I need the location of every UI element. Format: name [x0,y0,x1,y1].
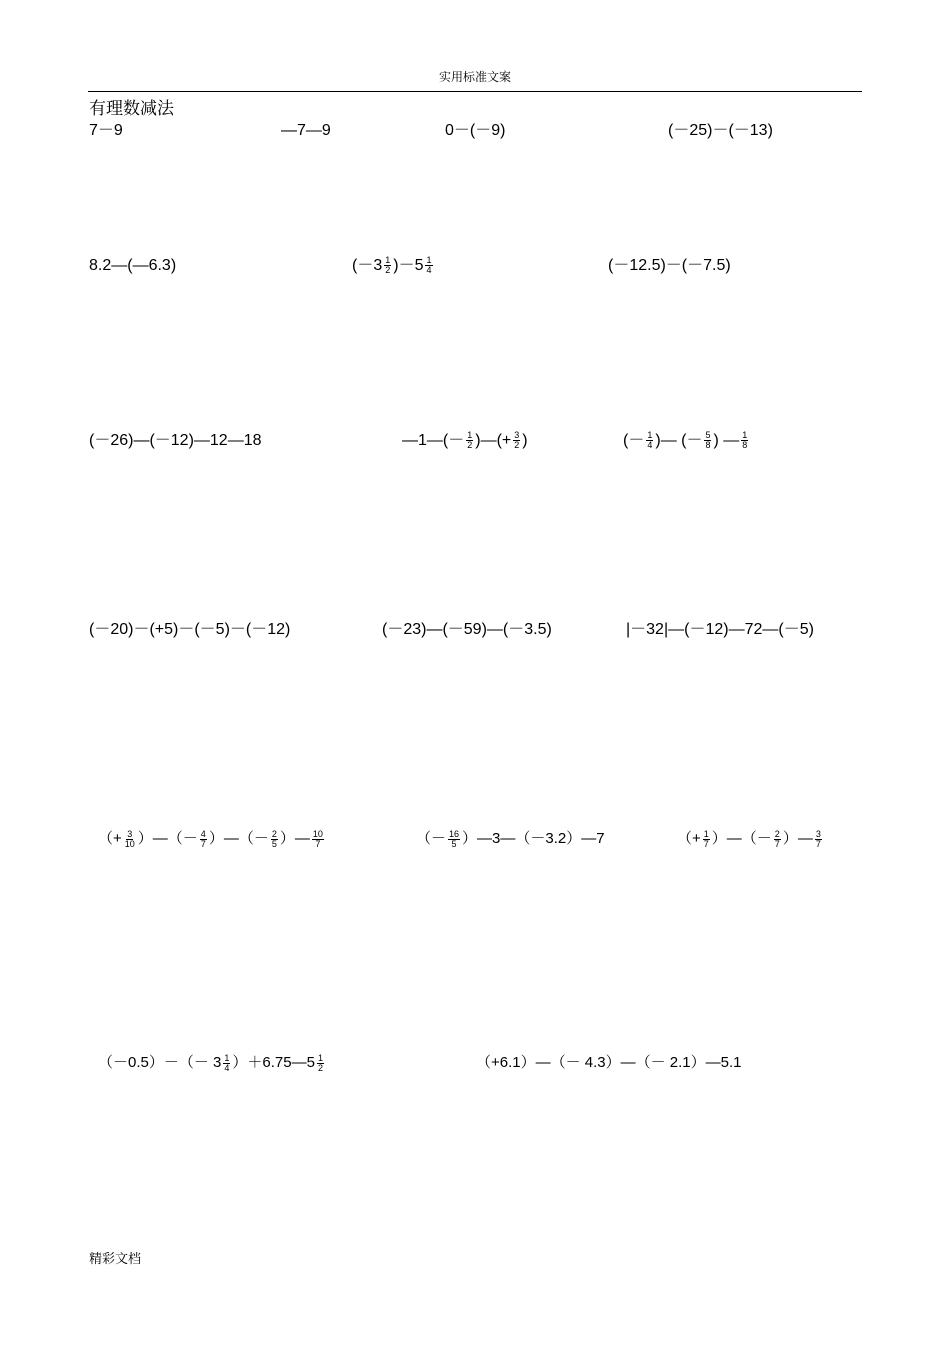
fraction-denominator: 4 [224,1062,230,1073]
fraction-denominator: 2 [467,440,473,451]
exercise [476,1053,742,1073]
expression-text: (－3 [352,257,383,274]
fraction-numerator: 1 [224,1052,230,1063]
exercise [677,829,824,849]
fraction-denominator: 2 [514,440,520,451]
expression-text: ）— [782,830,813,847]
expression-text: ）—3—（－3.2）—7 [462,830,605,847]
exercise [668,121,773,141]
fraction [312,830,324,849]
fraction-numerator: 1 [703,828,709,839]
page-footer: 精彩文档 [89,1252,142,1267]
fraction-numerator: 1 [317,1052,323,1063]
expression-text: ）— [279,830,310,847]
expression-text: ）—（－ [208,830,269,847]
fraction [317,1054,324,1073]
fraction-numerator: 2 [774,828,780,839]
expression-text: （+ [677,830,701,847]
fraction-denominator: 8 [705,440,711,451]
exercise [98,829,326,849]
expression-text: )－5 [393,257,424,274]
fraction-numerator: 3 [815,828,821,839]
fraction [200,830,207,849]
fraction-numerator: 1 [647,430,653,441]
fraction-denominator: 7 [200,838,206,849]
fraction-numerator: 4 [200,828,206,839]
exercise [281,121,331,141]
fraction [466,431,473,450]
page-header: 实用标准文案 [438,70,511,84]
fraction-denominator: 5 [271,838,277,849]
expression-text: (－20)－(+5)－(－5)－(－12) [89,621,291,638]
expression-text: )—(+ [475,432,512,449]
fraction [646,431,653,450]
fraction-numerator: 1 [426,255,432,266]
fraction [384,256,391,275]
expression-text: —7—9 [281,122,331,139]
exercise [402,431,528,451]
expression-text: （+ [98,830,122,847]
fraction-numerator: 16 [449,828,460,839]
fraction [124,830,136,849]
fraction [223,1054,230,1073]
expression-text: (－ [623,432,645,449]
exercise [352,256,435,276]
exercise [626,620,814,640]
fraction [513,431,520,450]
expression-text: —1—(－ [402,432,465,449]
exercise [445,121,505,141]
fraction-denominator: 10 [124,838,135,849]
exercise [416,829,605,849]
fraction [774,830,781,849]
expression-text: (－25)－(－13) [668,122,773,139]
expression-text: （－0.5）－（－ 3 [98,1054,222,1071]
fraction-denominator: 8 [742,440,748,451]
exercise [98,1053,326,1073]
expression-text: (－26)—(－12)—12—18 [89,432,262,449]
fraction-numerator: 1 [467,430,473,441]
header-divider [88,91,862,92]
fraction-denominator: 2 [385,265,391,276]
section-title: 有理数减法 [89,99,174,119]
expression-text: (－12.5)－(－7.5) [608,257,731,274]
fraction [815,830,822,849]
fraction-numerator: 3 [514,430,520,441]
fraction [741,431,748,450]
expression-text: ）＋6.75—5 [232,1054,315,1071]
expression-text: 8.2—(—6.3) [89,257,177,274]
exercise [382,620,552,640]
exercise [89,620,290,640]
exercise [89,121,123,141]
fraction-numerator: 2 [271,828,277,839]
exercise [89,431,262,451]
expression-text: ) — [713,432,740,449]
exercise [608,256,731,276]
fraction [703,830,710,849]
fraction [704,431,711,450]
fraction [425,256,432,275]
expression-text: （－ [416,830,447,847]
fraction-denominator: 4 [647,440,653,451]
fraction-denominator: 7 [703,838,709,849]
expression-text: )— (－ [655,432,703,449]
fraction-denominator: 4 [426,265,432,276]
exercise [623,431,750,451]
fraction-numerator: 3 [127,828,133,839]
fraction-numerator: 10 [312,828,323,839]
fraction-denominator: 2 [317,1062,323,1073]
exercise [89,256,176,276]
expression-text: （+6.1）—（－ 4.3）—（－ 2.1）—5.1 [476,1054,742,1071]
fraction [448,830,460,849]
fraction-denominator: 5 [451,838,457,849]
fraction-denominator: 7 [815,838,821,849]
fraction-numerator: 1 [742,430,748,441]
fraction-denominator: 7 [774,838,780,849]
fraction-denominator: 7 [315,838,321,849]
expression-text: |－32|—(－12)—72—(－5) [626,621,814,638]
expression-text: ）—（－ [137,830,198,847]
expression-text: (－23)—(－59)—(－3.5) [382,621,552,638]
expression-text: ) [522,432,528,449]
expression-text: 0－(－9) [445,122,506,139]
expression-text: ）—（－ [711,830,772,847]
fraction-numerator: 5 [705,430,711,441]
fraction-numerator: 1 [385,255,391,266]
expression-text: 7－9 [89,122,123,139]
fraction [271,830,278,849]
